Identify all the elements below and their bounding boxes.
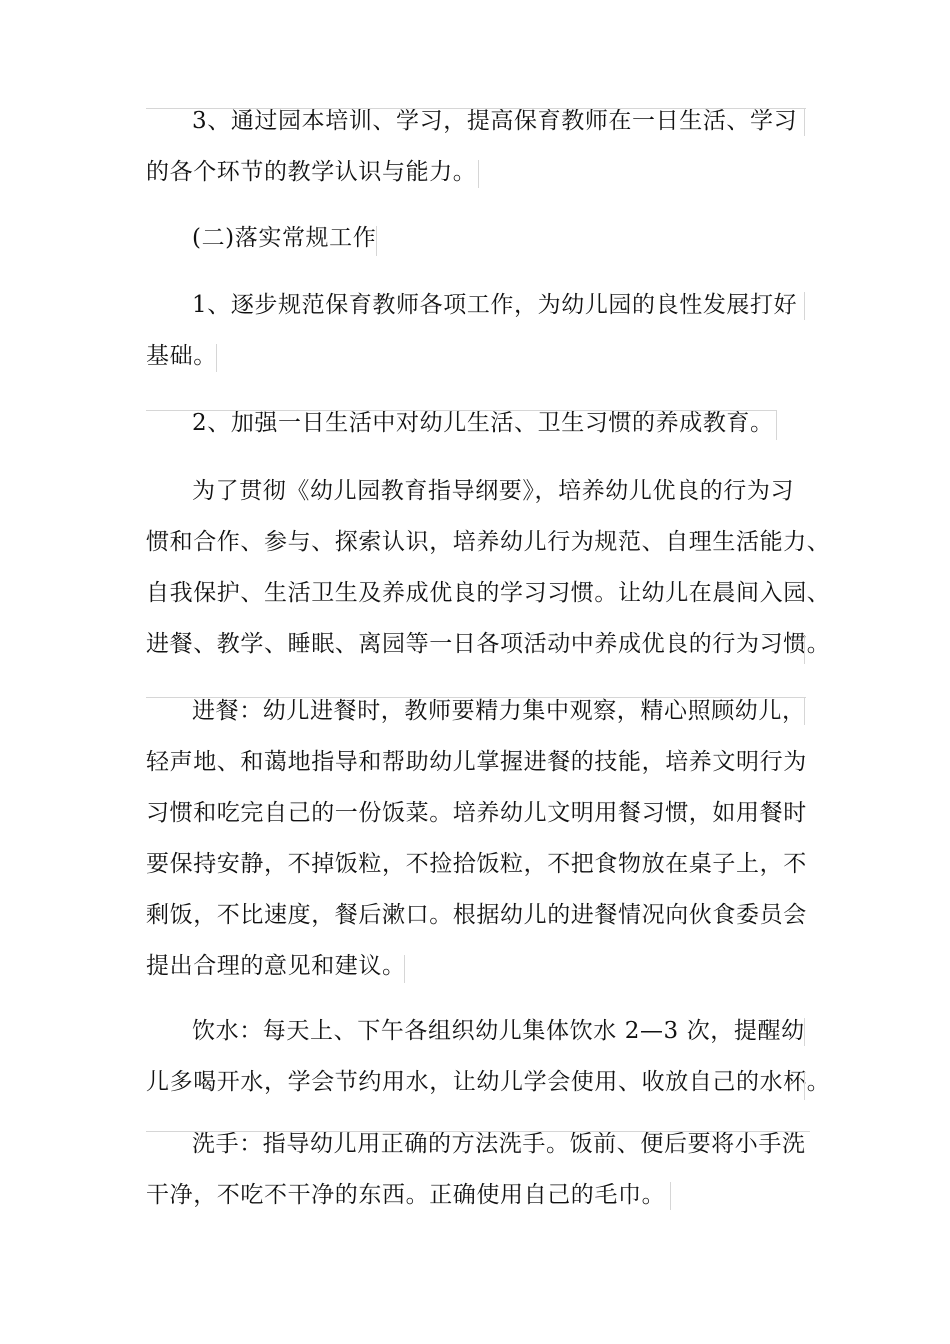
- frame-mark: [804, 697, 805, 725]
- frame-mark: [146, 410, 776, 411]
- paragraph-training: [146, 96, 816, 198]
- paragraph-line: 1、逐步规范保育教师各项工作，为幼儿园的良性发展打好: [192, 292, 798, 318]
- frame-mark: [670, 1182, 671, 1210]
- paragraph-habits: [146, 398, 816, 449]
- paragraph-meals: [146, 686, 816, 992]
- frame-mark: [804, 1072, 805, 1100]
- paragraph-line: 提出合理的意见和建议。: [146, 953, 406, 979]
- frame-mark: [804, 292, 805, 320]
- section-heading: (二)落实常规工作: [192, 225, 377, 251]
- frame-mark: [376, 226, 377, 256]
- paragraph-line: 3、通过园本培训、学习，提高保育教师在一日生活、学习: [192, 108, 798, 134]
- paragraph-line: 轻声地、和蔼地指导和帮助幼儿掌握进餐的技能，培养文明行为: [146, 749, 807, 775]
- paragraph-line: 2、加强一日生活中对幼儿生活、卫生习惯的养成教育。: [192, 410, 774, 436]
- paragraph-line: 习惯和吃完自己的一份饭菜。培养幼儿文明用餐习惯，如用餐时: [146, 800, 807, 826]
- paragraph-line: 进餐、教学、睡眠、离园等一日各项活动中养成优良的行为习惯。: [146, 631, 831, 657]
- frame-mark: [478, 160, 479, 188]
- paragraph-line: 洗手：指导幼儿用正确的方法洗手。饭前、便后要将小手洗: [192, 1131, 806, 1157]
- paragraph-guideline: [146, 466, 831, 670]
- frame-mark: [804, 1018, 805, 1046]
- paragraph-line: 惯和合作、参与、探索认识，培养幼儿行为规范、自理生活能力、: [146, 529, 831, 555]
- paragraph-line: 干净，不吃不干净的东西。正确使用自己的毛巾。: [146, 1182, 666, 1208]
- frame-mark: [804, 108, 805, 136]
- paragraph-line: 为了贯彻《幼儿园教育指导纲要》，培养幼儿优良的行为习: [192, 478, 795, 504]
- paragraph-line: 剩饭，不比速度，餐后漱口。根据幼儿的进餐情况向伙食委员会: [146, 902, 807, 928]
- paragraph-standardize: [146, 280, 816, 382]
- paragraph-line: 自我保护、生活卫生及养成优良的学习习惯。让幼儿在晨间入园、: [146, 580, 831, 606]
- frame-mark: [146, 108, 806, 109]
- paragraph-line: 进餐：幼儿进餐时，教师要精力集中观察，精心照顾幼儿，: [192, 698, 806, 724]
- paragraph-heading-routine: [146, 213, 816, 264]
- paragraph-line: 儿多喝开水，学会节约用水，让幼儿学会使用、收放自己的水杯。: [146, 1069, 831, 1095]
- paragraph-line: 基础。: [146, 343, 217, 369]
- frame-mark: [146, 1131, 810, 1132]
- frame-mark: [216, 344, 217, 372]
- frame-mark: [404, 955, 405, 983]
- frame-mark: [776, 410, 777, 440]
- paragraph-line: 要保持安静，不掉饭粒，不捡拾饭粒，不把食物放在桌子上，不: [146, 851, 807, 877]
- paragraph-handwashing: [146, 1119, 816, 1221]
- paragraph-line: 饮水：每天上、下午各组织幼儿集体饮水 2—3 次，提醒幼: [192, 1018, 805, 1044]
- frame-mark: [146, 697, 806, 698]
- paragraph-drinking: [146, 1006, 831, 1108]
- paragraph-line: 的各个环节的教学认识与能力。: [146, 159, 477, 185]
- frame-mark: [804, 636, 805, 664]
